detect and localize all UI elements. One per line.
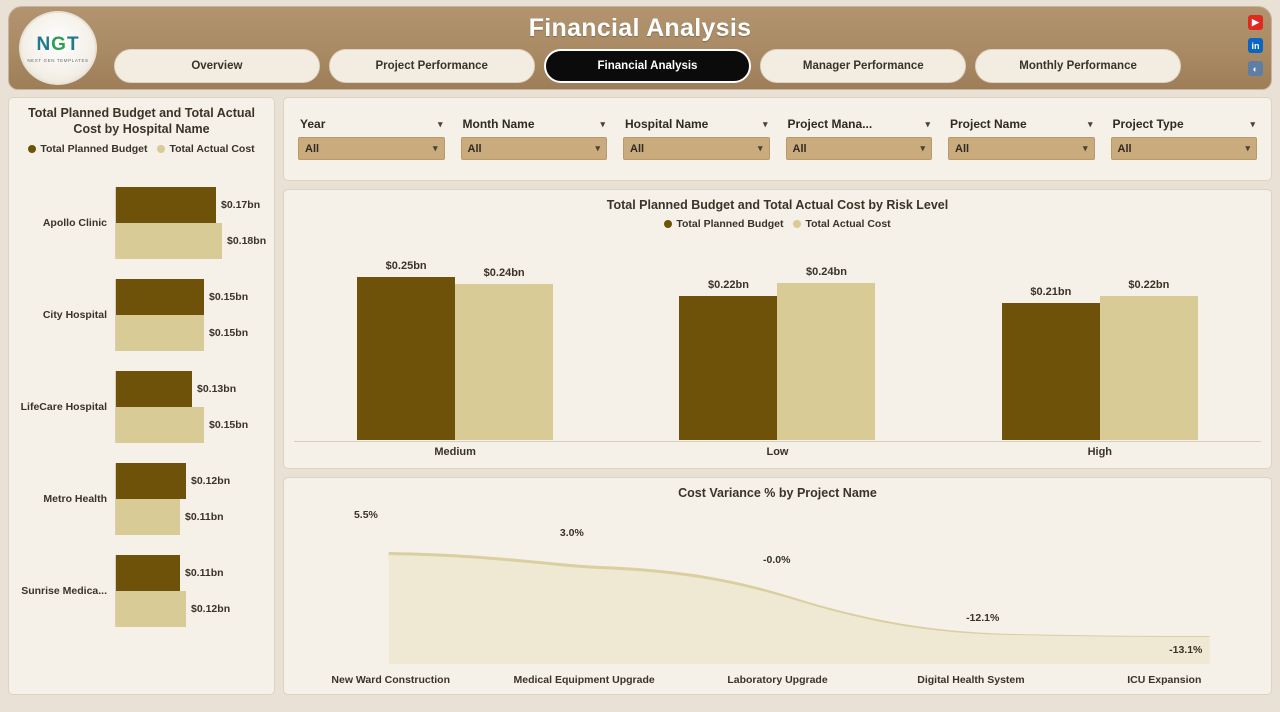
filter-project-manager <box>778 117 941 160</box>
filter-type-value: All <box>1117 142 1132 155</box>
filter-project-label-row <box>948 117 1095 137</box>
filter-type-label-row <box>1111 117 1258 137</box>
filter-month-value: All <box>467 142 482 155</box>
chevron-down-icon[interactable]: ▾ <box>1087 118 1093 129</box>
risk-chart-card <box>283 189 1272 469</box>
axis-line <box>115 555 116 627</box>
hospital-bar-rows <box>15 177 268 637</box>
chevron-down-icon[interactable]: ▾ <box>1250 118 1255 129</box>
bar-actual[interactable] <box>455 266 553 440</box>
filter-manager-value: All <box>792 142 807 155</box>
hospital-chart-card <box>8 97 275 695</box>
legend-planned <box>28 143 147 155</box>
filter-project-name <box>940 117 1103 160</box>
bar-planned[interactable] <box>115 371 268 407</box>
variance-value-2: -0.0% <box>762 554 791 566</box>
axis-line <box>115 371 116 443</box>
bar-planned-value: $0.13bn <box>197 383 237 396</box>
tab-financial-analysis[interactable]: Financial Analysis <box>544 49 752 83</box>
risk-category-labels <box>294 446 1261 458</box>
header-bar <box>8 6 1272 90</box>
bar-actual[interactable] <box>115 407 268 443</box>
hospital-chart-title <box>15 106 268 137</box>
filter-project-value: All <box>955 142 970 155</box>
bar-planned-value: $0.11bn <box>185 567 224 580</box>
bar-planned[interactable] <box>679 278 777 440</box>
risk-chart-legend <box>294 218 1261 230</box>
risk-group-low <box>677 265 877 440</box>
chevron-down-icon[interactable]: ▾ <box>437 118 443 129</box>
bar-planned-value: $0.15bn <box>209 291 249 304</box>
filter-year-label: Year <box>300 117 326 132</box>
bar-planned-fill <box>115 555 180 591</box>
filter-hospital-select[interactable] <box>623 137 770 160</box>
legend-planned-label: Total Planned Budget <box>676 217 784 230</box>
chevron-down-icon: ▾ <box>1082 143 1088 154</box>
hospital-chart-legend <box>15 143 268 155</box>
filter-year-value: All <box>305 142 320 155</box>
logo-letter-t: T <box>66 33 80 55</box>
filter-month-name <box>453 117 616 160</box>
bar-planned-fill <box>115 463 186 499</box>
social-links <box>1248 15 1263 76</box>
table-row[interactable] <box>15 177 268 269</box>
filter-hospital-name <box>615 117 778 160</box>
hospital-label: Sunrise Medica... <box>21 585 107 598</box>
filter-project-select[interactable] <box>948 137 1095 160</box>
tab-project-performance[interactable]: Project Performance <box>329 49 535 83</box>
filter-hospital-label: Hospital Name <box>625 117 709 132</box>
chevron-down-icon: ▾ <box>757 143 763 154</box>
chevron-down-icon[interactable]: ▾ <box>600 118 605 129</box>
variance-cat-3: Digital Health System <box>917 674 1025 686</box>
filter-year <box>290 117 453 160</box>
variance-cat-2: Laboratory Upgrade <box>727 674 828 686</box>
risk-cat-high: High <box>1087 445 1113 458</box>
bar-actual-value: $0.24bn <box>483 266 525 279</box>
filter-manager-label-row <box>786 117 933 137</box>
bar-actual-fill <box>115 499 180 535</box>
variance-category-labels <box>294 674 1261 686</box>
bar-planned[interactable] <box>357 259 455 440</box>
bar-actual[interactable] <box>115 315 268 351</box>
chevron-down-icon[interactable]: ▾ <box>762 118 768 129</box>
bar-planned[interactable] <box>115 187 268 223</box>
tab-manager-performance[interactable]: Manager Performance <box>760 49 966 83</box>
filter-bar <box>283 97 1272 181</box>
filter-hospital-value: All <box>630 142 645 155</box>
variance-value-0: 5.5% <box>353 509 378 521</box>
bar-planned[interactable] <box>1002 285 1100 440</box>
filter-month-label-row <box>461 117 608 137</box>
hospital-bars <box>115 187 268 259</box>
variance-chart-title: Cost Variance % by Project Name <box>678 486 877 500</box>
bar-planned[interactable] <box>115 555 268 591</box>
variance-cat-0: New Ward Construction <box>331 674 451 686</box>
filter-year-select[interactable] <box>298 137 445 160</box>
legend-actual-dot <box>157 145 165 153</box>
bar-actual-value: $0.12bn <box>191 603 231 616</box>
bar-planned-fill <box>115 371 192 407</box>
legend-actual <box>793 218 890 230</box>
variance-area-fill <box>389 555 1210 664</box>
page-title: Financial Analysis <box>528 14 752 42</box>
bar-planned[interactable] <box>115 279 268 315</box>
risk-plot <box>294 240 1261 440</box>
bar-actual-fill <box>1100 296 1198 440</box>
right-column <box>283 97 1272 695</box>
filter-month-select[interactable] <box>461 137 608 160</box>
bar-actual-fill <box>115 591 186 627</box>
filter-type-label: Project Type <box>1112 117 1184 132</box>
hospital-bars <box>115 555 268 627</box>
filter-year-label-row <box>298 117 445 137</box>
bar-actual-fill <box>777 283 875 440</box>
variance-chart-card <box>283 477 1272 695</box>
hospital-chart-title-line1: Total Planned Budget and Total Actual <box>28 106 255 120</box>
risk-group-high <box>1000 278 1200 440</box>
bar-actual-value: $0.15bn <box>209 419 249 432</box>
nav-tabs <box>114 49 1181 83</box>
bar-actual[interactable] <box>777 265 875 440</box>
bar-actual-fill <box>455 284 553 440</box>
filter-project-type <box>1103 117 1266 160</box>
bar-planned-fill <box>115 279 204 315</box>
chevron-down-icon: ▾ <box>920 143 925 154</box>
bar-actual-value: $0.22bn <box>1128 278 1170 291</box>
bar-actual[interactable] <box>1100 278 1198 440</box>
hospital-label: Metro Health <box>43 493 107 506</box>
logo-subtitle: NEXT GEN TEMPLATES <box>27 57 89 63</box>
variance-cat-4: ICU Expansion <box>1127 674 1202 686</box>
legend-planned-dot <box>664 220 672 228</box>
bar-planned-value: $0.21bn <box>1030 285 1072 298</box>
axis-line <box>115 187 116 259</box>
hospital-chart-title-line2: Cost by Hospital Name <box>73 121 210 136</box>
axis-line <box>115 463 116 535</box>
bar-actual-fill <box>115 315 204 351</box>
logo-letter-n: N <box>36 33 52 55</box>
bar-planned-value: $0.22bn <box>708 278 749 291</box>
bar-planned-fill <box>357 277 455 440</box>
hospital-bars <box>115 463 268 535</box>
legend-actual <box>157 143 254 155</box>
variance-value-1: 3.0% <box>559 527 584 539</box>
logo-letter-g: G <box>51 33 67 55</box>
bar-actual-fill <box>115 407 204 443</box>
bar-planned[interactable] <box>115 463 268 499</box>
variance-value-3: -12.1% <box>966 612 1000 624</box>
bar-actual-value: $0.15bn <box>209 327 249 340</box>
filter-manager-label: Project Mana... <box>787 117 873 132</box>
bar-actual-fill <box>115 223 222 259</box>
risk-cat-low: Low <box>766 445 789 458</box>
legend-actual-label: Total Actual Cost <box>805 217 891 230</box>
bar-actual-value: $0.11bn <box>185 511 224 524</box>
filter-manager-select[interactable] <box>786 137 933 160</box>
axis-line <box>115 279 116 351</box>
tab-overview[interactable]: Overview <box>114 49 320 83</box>
bar-actual[interactable] <box>115 223 268 259</box>
bar-planned-fill <box>1002 303 1100 440</box>
tab-monthly-performance[interactable]: Monthly Performance <box>975 49 1181 83</box>
legend-actual-dot <box>793 220 801 228</box>
variance-area-svg <box>294 514 1261 664</box>
chevron-down-icon: ▾ <box>432 143 438 154</box>
filter-hospital-label-row <box>623 117 770 137</box>
dashboard-body <box>8 97 1272 695</box>
variance-cat-1: Medical Equipment Upgrade <box>513 674 655 686</box>
bar-planned-value: $0.17bn <box>221 199 261 212</box>
bar-actual[interactable] <box>115 591 268 627</box>
bar-actual-value: $0.18bn <box>227 235 267 248</box>
hospital-bars <box>115 279 268 351</box>
linkedin-icon[interactable]: in <box>1248 38 1263 53</box>
chevron-down-icon: ▾ <box>1245 143 1250 154</box>
website-icon[interactable]: ◐ <box>1248 61 1263 76</box>
risk-axis-line <box>294 441 1261 442</box>
bar-planned-value: $0.12bn <box>191 475 231 488</box>
variance-value-4: -13.1% <box>1169 644 1203 656</box>
legend-actual-label: Total Actual Cost <box>169 143 255 156</box>
bar-planned-fill <box>679 296 777 440</box>
legend-planned-label: Total Planned Budget <box>40 143 148 156</box>
hospital-label: Apollo Clinic <box>42 217 107 230</box>
logo-text <box>36 34 79 56</box>
filter-type-select[interactable] <box>1111 137 1258 160</box>
legend-planned-dot <box>28 145 36 153</box>
bar-actual-value: $0.24bn <box>806 265 847 278</box>
filter-project-label: Project Name <box>950 117 1027 132</box>
filter-month-label: Month Name <box>462 117 535 132</box>
hospital-bars <box>115 371 268 443</box>
hospital-label: City Hospital <box>42 309 107 322</box>
table-row[interactable] <box>15 453 268 545</box>
risk-cat-medium: Medium <box>434 445 476 458</box>
chevron-down-icon[interactable]: ▾ <box>925 118 930 129</box>
logo <box>19 11 97 85</box>
table-row[interactable] <box>15 545 268 637</box>
risk-group-medium <box>355 259 555 440</box>
bar-planned-value: $0.25bn <box>385 259 427 272</box>
hospital-label: LifeCare Hospital <box>20 401 107 414</box>
youtube-icon[interactable]: ▶ <box>1248 15 1263 30</box>
table-row[interactable] <box>15 361 268 453</box>
bar-planned-fill <box>115 187 216 223</box>
chevron-down-icon: ▾ <box>595 143 600 154</box>
bar-actual[interactable] <box>115 499 268 535</box>
variance-plot[interactable] <box>294 509 1261 664</box>
table-row[interactable] <box>15 269 268 361</box>
risk-chart-title: Total Planned Budget and Total Actual Cost by Risk Level <box>606 197 949 212</box>
legend-planned <box>664 218 783 230</box>
